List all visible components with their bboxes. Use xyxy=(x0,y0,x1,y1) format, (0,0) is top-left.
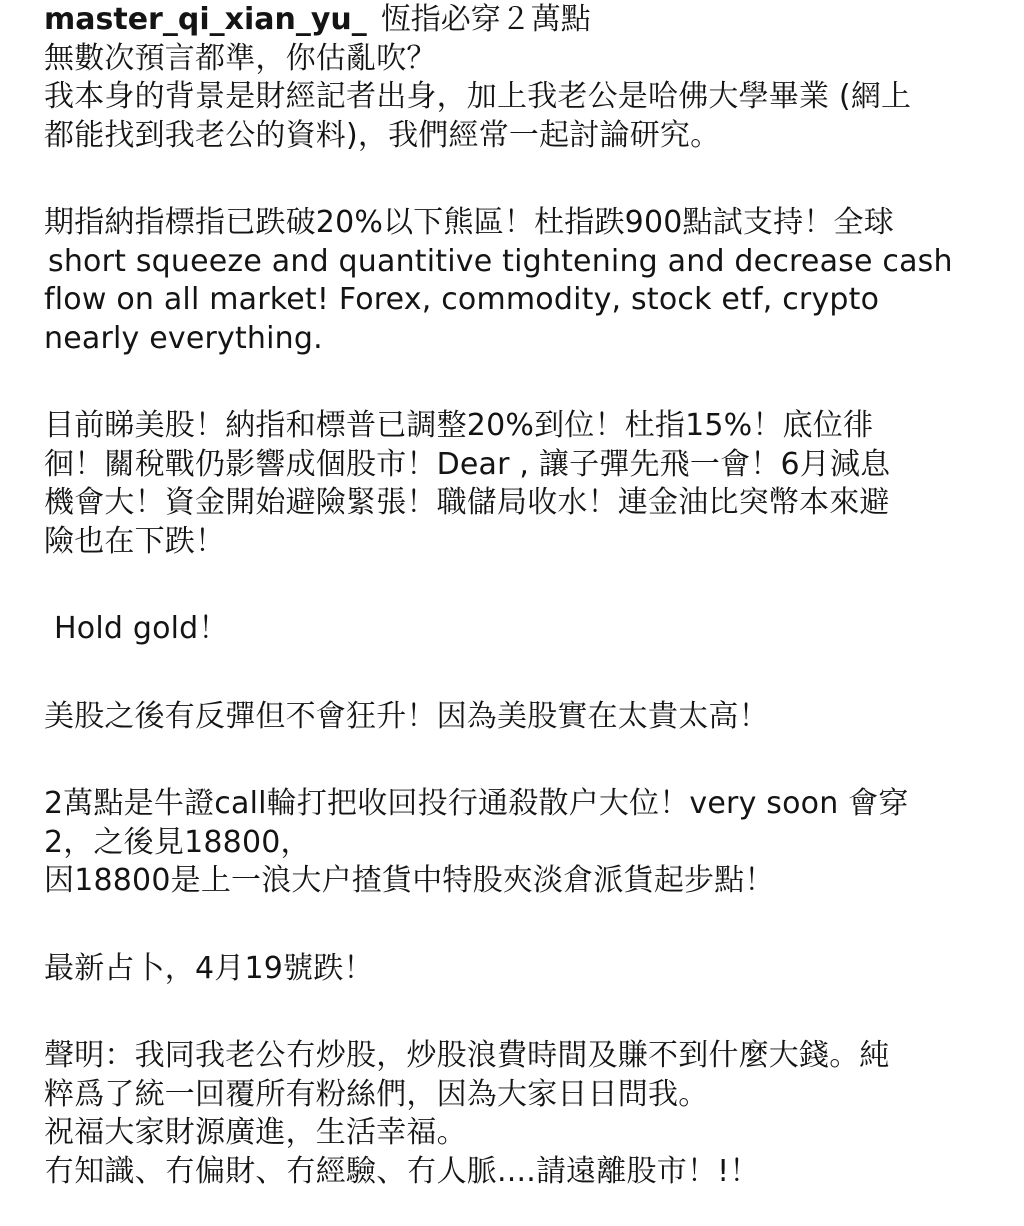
caption-line: 因18800是上一浪大户揸貨中特股夾淡倉派貨起步點！ xyxy=(44,863,775,898)
caption-line: 機會大！資金開始避險緊張！職儲局收水！連金油比突幣本來避 xyxy=(44,485,890,520)
caption-line: flow on all market! Forex, commodity, stock etf, crypto xyxy=(44,282,880,317)
caption-line: 徊！關稅戰仍影響成個股市！Dear , 讓子彈先飛一會！6月減息 xyxy=(44,446,891,482)
caption-line: 都能找到我老公的資料)，我們經常一起討論研究。 xyxy=(44,117,721,153)
caption-header xyxy=(44,1,994,40)
caption-line: 無數次預言都準，你估亂吹？ xyxy=(44,40,437,76)
caption-line: 我本身的背景是財經記者出身，加上我老公是哈佛大學畢業 (網上 xyxy=(44,79,912,114)
caption-line: 聲明：我同我老公冇炒股，炒股浪費時間及賺不到什麼大錢。純 xyxy=(44,1038,890,1073)
caption-line: 2，之後見18800， xyxy=(44,824,311,860)
caption-line: 最新占卜，4月19號跌！ xyxy=(44,950,374,986)
caption-line: Hold gold！ xyxy=(54,611,229,646)
caption-line: 美股之後有反彈但不會狂升！因為美股實在太貴太高！ xyxy=(44,698,769,734)
paragraph-gap xyxy=(44,988,994,1037)
caption-line: nearly everything. xyxy=(44,320,323,356)
caption-line: 2萬點是牛證call輪打把收回投行通殺散户大位！very soon 會穿 xyxy=(44,786,909,821)
paragraph-gap xyxy=(44,649,994,698)
paragraph-gap xyxy=(44,736,994,785)
paragraph-gap xyxy=(44,358,994,407)
paragraph-gap xyxy=(44,901,994,950)
username-link[interactable]: master_qi_xian_yu_ xyxy=(44,2,367,37)
paragraph-gap xyxy=(44,155,994,204)
caption-line: 期指納指標指已跌破20%以下熊區！杜指跌900點試支持！全球 xyxy=(44,205,894,240)
caption-line: 冇知識、冇偏財、冇經驗、冇人脈....請遠離股市！!！ xyxy=(44,1153,760,1189)
caption-line: short squeeze and quantitive tightening and decrease cash xyxy=(48,243,953,279)
caption-line: 粹爲了統一回覆所有粉絲們，因為大家日日問我。 xyxy=(44,1076,709,1112)
post-caption xyxy=(44,0,994,1191)
paragraph-gap xyxy=(44,561,994,610)
caption-line: 目前睇美股！納指和標普已調整20%到位！杜指15%！底位徘 xyxy=(44,408,874,443)
caption-line: 險也在下跌！ xyxy=(44,523,226,559)
caption-title: 恆指必穿２萬點 xyxy=(380,2,591,37)
caption-line: 祝福大家財源廣進，生活幸福。 xyxy=(44,1115,467,1150)
